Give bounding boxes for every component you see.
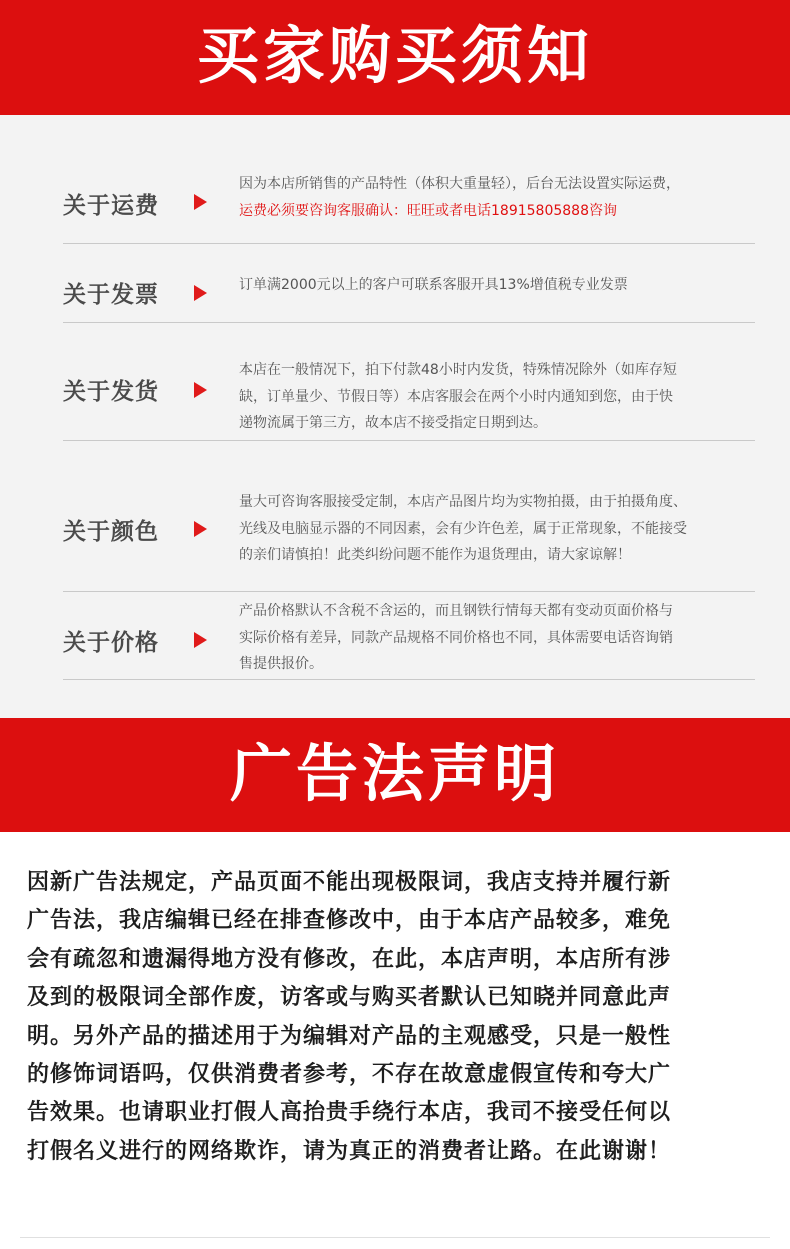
triangle-right-icon [194,521,207,537]
notice-text-line: 的亲们请慎拍！此类纠纷问题不能作为退货理由，请大家谅解！ [239,547,631,563]
ad-law-banner-title: 广告法声明 [229,737,560,810]
notice-row-delivery [63,323,755,441]
triangle-right-icon [194,285,207,301]
notice-text [239,598,769,678]
ad-statement-line: 及到的极限词全部作废，访客或与购买者默认已知晓并同意此声 [27,985,672,1011]
ad-statement-line: 广告法，我店编辑已经在排查修改中，由于本店产品较多，难免 [27,908,672,934]
notice-banner [0,0,790,115]
notice-row-shipping-fee [63,160,755,244]
notice-label: 关于发货 [63,379,159,405]
notice-text [239,489,769,569]
notice-row-color [63,441,755,592]
notice-banner-title: 买家购买须知 [196,19,593,92]
notice-text [239,272,769,299]
notice-panel [0,115,790,718]
notice-text-highlight-line: 运费必须要咨询客服确认：旺旺或者电话18915805888咨询 [239,202,617,219]
ad-statement-line: 明。另外产品的描述用于为编辑对产品的主观感受，只是一般性 [27,1023,672,1049]
ad-statement-line: 会有疏忽和遗漏得地方没有修改，在此，本店声明，本店所有涉 [27,946,672,972]
notice-text-line: 量大可咨询客服接受定制，本店产品图片均为实物拍摄，由于拍摄角度、 [239,494,687,510]
triangle-right-icon [194,632,207,648]
notice-text-line: 本店在一般情况下，拍下付款48小时内发货，特殊情况除外（如库存短 [239,362,677,378]
notice-text-line: 因为本店所销售的产品特性（体积大重量轻），后台无法设置实际运费， [239,176,680,192]
triangle-right-icon [194,194,207,210]
notice-text-line: 光线及电脑显示器的不同因素，会有少许色差，属于正常现象，不能接受 [239,520,687,537]
notice-text [239,357,769,437]
notice-text-line: 缺，订单量少、节假日等）本店客服会在两个小时内通知到您，由于快 [239,388,673,405]
notice-text-line: 订单满2000元以上的客户可联系客服开具13%增值税专业发票 [239,277,628,293]
notice-label: 关于价格 [63,630,159,656]
notice-text-line: 售提供报价。 [239,656,323,672]
notice-text-line: 实际价格有差异，同款产品规格不同价格也不同，具体需要电话咨询销 [239,629,673,646]
notice-text [239,171,769,224]
ad-statement-line: 因新广告法规定，产品页面不能出现极限词，我店支持并履行新 [27,870,672,895]
notice-row-invoice [63,244,755,323]
ad-statement-text [27,864,767,1171]
ad-statement-line: 打假名义进行的网络欺诈，请为真正的消费者让路。在此谢谢！ [27,1138,672,1164]
ad-statement-panel [0,832,790,1249]
triangle-right-icon [194,382,207,398]
notice-label: 关于运费 [63,193,159,219]
notice-text-line: 递物流属于第三方，故本店不接受指定日期到达。 [239,415,547,431]
ad-statement-line: 告效果。也请职业打假人高抬贵手绕行本店，我司不接受任何以 [27,1100,672,1126]
notice-text-line: 产品价格默认不含税不含运的，而且钢铁行情每天都有变动页面价格与 [239,603,673,619]
ad-statement-line: 的修饰词语吗，仅供消费者参考，不存在故意虚假宣传和夸大广 [27,1062,672,1088]
notice-label: 关于颜色 [63,519,159,545]
divider [20,1237,770,1238]
ad-law-banner [0,718,790,832]
notice-label: 关于发票 [63,282,159,308]
notice-row-price [63,592,755,680]
